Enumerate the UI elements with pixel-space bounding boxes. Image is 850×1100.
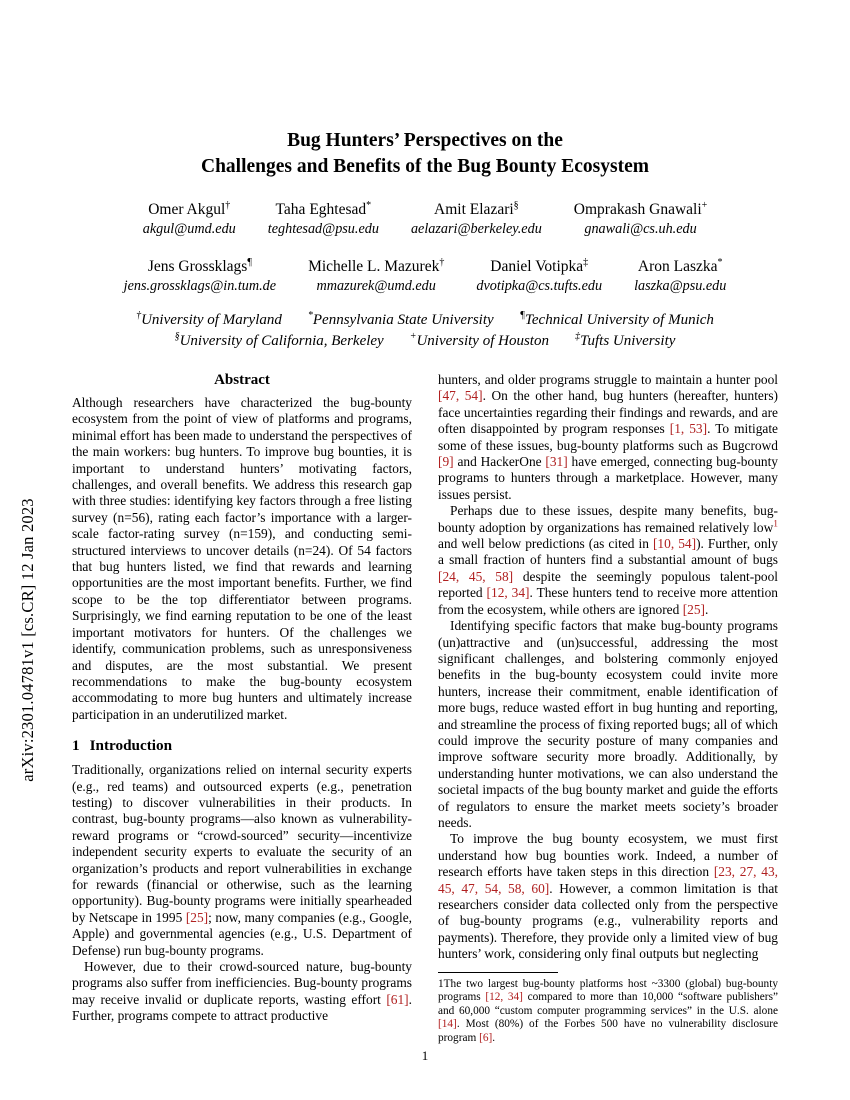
citation-reference[interactable]: [31] bbox=[545, 454, 568, 470]
affiliation bbox=[308, 310, 494, 331]
arxiv-stamp: arXiv:2301.04781v1 [cs.CR] 12 Jan 2023 bbox=[18, 498, 37, 782]
paragraph: Traditionally, organizations relied on internal security experts (e.g., red teams) and outsourced experts (e.g., penetration testing) to discover vulnerabilities in their products. In contrast, bug-bounty programs—also known as vulnerability-reward programs or “crowd-sourced” security—incentivize independent security experts to evaluate the security of an organization’s products and report vulnerabilities in exchange for rewards (financial or otherwise, such as the learning opportunity). Bug-bounty programs were initially spearheaded by Netscape in 1995 [25]; now, many companies (e.g., Google, Apple) and governmental agencies (e.g., U.S. Department of Defense) run bug-bounty programs. bbox=[72, 762, 412, 958]
author-name-text: Amit Elazari bbox=[434, 201, 514, 218]
citation-reference[interactable]: [6] bbox=[479, 1032, 493, 1044]
affiliation-marker: ¶ bbox=[519, 310, 525, 321]
citation-reference[interactable]: [1, 53] bbox=[669, 421, 708, 437]
paper-content bbox=[72, 128, 778, 1046]
author-name-text: Michelle L. Mazurek bbox=[308, 258, 440, 275]
right-column bbox=[438, 372, 778, 1046]
title-line-1: Bug Hunters’ Perspectives on the bbox=[287, 130, 563, 151]
citation-reference[interactable]: [47, 54] bbox=[438, 388, 483, 404]
author bbox=[558, 200, 723, 239]
section-title: Introduction bbox=[89, 737, 173, 755]
author-email: dvotipka@cs.tufts.edu bbox=[476, 278, 603, 294]
author-email: teghtesad@psu.edu bbox=[267, 221, 379, 237]
affiliation bbox=[410, 331, 549, 352]
author-name bbox=[411, 200, 542, 219]
affiliation-marker: * bbox=[307, 310, 313, 321]
author-name bbox=[476, 257, 602, 276]
page-title bbox=[72, 128, 778, 180]
affiliation bbox=[136, 310, 282, 331]
title-line-2: Challenges and Benefits of the Bug Bounty Ecosystem bbox=[201, 156, 649, 177]
paragraph: To improve the bug bounty ecosystem, we must first understand how bug bounties work. Indeed, a number of research efforts have taken steps in this direction [23, 27, 43, 45, 47, 54, 58, 60]. However, a common limitation is that researchers consider data collected only from the perspective of bug-bounty programs (e.g., vulnerability reports and payments). Therefore, they provide only a limited view of bug hunters’ work, considering only final outputs but neglecting bbox=[438, 831, 779, 962]
author-affil-marker: † bbox=[439, 256, 445, 268]
author-email: gnawali@cs.uh.edu bbox=[584, 221, 697, 237]
author-affil-marker: ‡ bbox=[583, 256, 589, 268]
affiliation-name: Technical University of Munich bbox=[524, 312, 714, 328]
paragraph: Perhaps due to these issues, despite many benefits, bug-bounty adoption by organizations has remained relatively low$^1$ and well below predictions (as cited in [10, 54]). Further, only a small fraction of hunters find a substantial amount of bugs [24, 45, 58] despite the seemingly populous talent-pool reported [12, 34]. These hunters tend to receive more attention from the ecosystem, while others are ignored [25]. bbox=[438, 503, 778, 617]
footnote-reference[interactable]: 1 bbox=[773, 519, 778, 530]
citation-reference[interactable]: [12, 34] bbox=[485, 991, 523, 1004]
abstract-heading: Abstract bbox=[214, 372, 270, 388]
author-affil-marker: * bbox=[717, 256, 723, 268]
author-name-text: Omer Akgul bbox=[148, 201, 226, 218]
footnote-separator bbox=[438, 972, 558, 973]
affiliation-name: University of California, Berkeley bbox=[179, 333, 384, 349]
author bbox=[252, 200, 395, 239]
affiliation-name: University of Houston bbox=[416, 333, 549, 349]
author-name bbox=[143, 200, 236, 219]
citation-reference[interactable]: [61] bbox=[386, 991, 409, 1007]
affiliation-name: University of Maryland bbox=[141, 312, 282, 328]
author-name bbox=[574, 200, 707, 219]
affiliation-marker: † bbox=[136, 310, 142, 321]
author-email: akgul@umd.edu bbox=[142, 221, 236, 237]
citation-reference[interactable]: [24, 45, 58] bbox=[438, 568, 514, 584]
author-name-text: Aron Laszka bbox=[637, 258, 718, 275]
author-name-text: Omprakash Gnawali bbox=[573, 201, 702, 218]
author-affil-marker: § bbox=[513, 199, 519, 211]
author bbox=[395, 200, 558, 239]
author-affil-marker: ¶ bbox=[247, 256, 252, 268]
author-email: mmazurek@umd.edu bbox=[316, 278, 436, 294]
affiliation-row bbox=[72, 310, 778, 331]
affiliation-row bbox=[72, 331, 778, 352]
section-number: 1 bbox=[72, 737, 80, 755]
author bbox=[108, 257, 292, 296]
author-name-text: Jens Grossklags bbox=[147, 258, 248, 275]
affiliation-marker: + bbox=[409, 331, 417, 342]
affiliation bbox=[520, 310, 714, 331]
author-email: laszka@psu.edu bbox=[634, 278, 727, 294]
author bbox=[618, 257, 742, 296]
author-affil-marker: * bbox=[366, 199, 372, 211]
author-affil-marker: + bbox=[701, 199, 708, 211]
author-row bbox=[72, 200, 778, 239]
affiliations bbox=[72, 310, 778, 352]
abstract-text: Although researchers have characterized the bug-bounty ecosystem from the point of view of platforms and programs, minimal effort has been made to understand the perspectives of the main workers: bug hunters. To improve bug bounties, it is important to understand hunters’ motivating factors, challenges, and overall benefits. We address this research gap with three studies: identifying key factors through a free listing survey (n=56), rating each factor’s importance with a larger-scale factor-rating survey (n=159), and conducting semi-structured interviews to uncover details (n=24). Of 54 factors that bug hunters listed, we find that rewards and learning opportunities are the most important benefits. Further, we find scope to be the top differentiator between programs. Surprisingly, we find earning reputation to be one of the least important motivators for hunters. Of the challenges we identify, communication problems, such as unresponsiveness and disputes, are the most substantial. We present recommendations to make the bug-bounty ecosystem accommodating to more bug hunters and ultimately increase participation in an underutilized market. bbox=[72, 395, 412, 722]
author-block bbox=[72, 200, 778, 296]
affiliation bbox=[175, 331, 384, 352]
paragraph: However, due to their crowd-sourced nature, bug-bounty programs also suffer from inefficiencies. Bug-bounty programs may receive invalid or duplicate reports, wasting effort [61]. Further, programs compete to attract productive bbox=[72, 959, 412, 1024]
citation-reference[interactable]: [12, 34] bbox=[486, 585, 530, 601]
author bbox=[127, 200, 252, 239]
affiliation-marker: ‡ bbox=[574, 331, 580, 342]
author-name bbox=[634, 257, 726, 276]
page-number: 1 bbox=[421, 1048, 429, 1063]
author-name-text: Taha Eghtesad bbox=[275, 201, 367, 218]
author-name bbox=[308, 257, 444, 276]
author-affil-marker: † bbox=[225, 199, 231, 211]
citation-reference[interactable]: [14] bbox=[438, 1018, 457, 1031]
author-email: aelazari@berkeley.edu bbox=[410, 221, 542, 237]
author-row bbox=[72, 257, 778, 296]
affiliation-marker: § bbox=[174, 331, 180, 342]
section-heading-introduction bbox=[72, 737, 412, 755]
affiliation bbox=[575, 331, 675, 352]
author bbox=[460, 257, 618, 296]
citation-reference[interactable]: [25] bbox=[682, 601, 705, 617]
citation-reference[interactable]: [10, 54] bbox=[652, 536, 697, 552]
paragraph: Identifying specific factors that make bug-bounty programs (un)attractive and (un)successful, addressing the most significant challenges, and bolstering commonly enjoyed benefits in the bug-bounty ecosystem could invite more hunters, increase their commitment, enable identification of more bugs, reduce wasted effort in bug hunting and reporting, and streamline the process of fixing reported bugs; all of which could improve the security posture of many companies and improve software security more broadly. Additionally, by understanding hunter motivations, we can also understand the societal impacts of the bug bounty market and guide the efforts of regulators to ensure the market meets society’s broader needs. bbox=[438, 618, 778, 830]
left-column bbox=[72, 372, 412, 1046]
author-name-text: Daniel Votipka bbox=[490, 258, 584, 275]
citation-reference[interactable]: [23, 27, 43, 45, 47, 54, 58, 60] bbox=[438, 864, 779, 896]
citation-reference[interactable]: [25] bbox=[185, 909, 209, 925]
author-name bbox=[268, 200, 379, 219]
author-name bbox=[124, 257, 276, 276]
affiliation-name: Tufts University bbox=[579, 333, 676, 349]
footnote: 1The two largest bug-bounty platforms host ~3300 (global) bug-bounty programs [12, 34] compared to more than 10,000 “software publishers” and 60,000 “custom computer programming services” in the U.S. alone [14]. Most (80%) of the Forbes 500 have no vulnerability disclosure program [6]. bbox=[438, 977, 778, 1044]
citation-reference[interactable]: [9] bbox=[438, 454, 454, 470]
author bbox=[292, 257, 460, 296]
two-column-body bbox=[72, 372, 778, 1046]
author-email: jens.grossklags@in.tum.de bbox=[123, 278, 277, 294]
affiliation-name: Pennsylvania State University bbox=[312, 312, 494, 328]
paragraph: hunters, and older programs struggle to maintain a hunter pool [47, 54]. On the other hand, bug hunters (hereafter, hunters) face uncertainties regarding their findings and rewards, and are often disappointed by program responses [1, 53]. To mitigate some of these issues, bug-bounty platforms such as Bugcrowd [9] and HackerOne [31] have emerged, connecting bug-bounty programs to hunters through a marketplace. However, many issues persist. bbox=[438, 372, 779, 502]
